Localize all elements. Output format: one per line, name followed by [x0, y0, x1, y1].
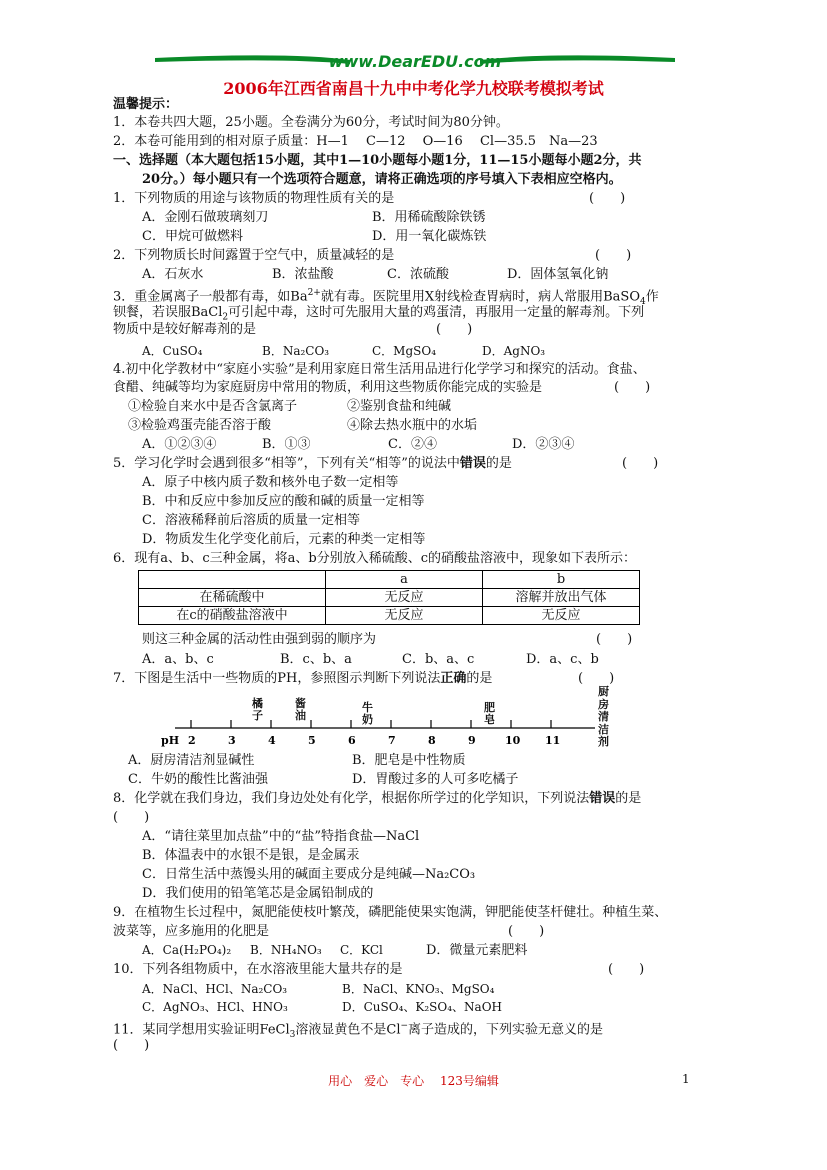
q5-option-c: C．溶液稀释前后溶质的质量一定相等 — [142, 513, 360, 528]
q8-option-c: C．日常生活中蒸馒头用的碱面主要成分是纯碱—Na₂CO₃ — [142, 867, 476, 882]
q6-option-c: C．b、a、c — [402, 652, 475, 667]
table-cell: 无反应 — [326, 589, 483, 607]
q10-option-d: D．CuSO₄、K₂SO₄、NaOH — [342, 1000, 503, 1014]
ph-tick-label: 9 — [468, 734, 476, 747]
q6-option-a: A．a、b、c — [142, 652, 214, 667]
notice-line-1: 1．本卷共四大题，25小题。全卷满分为60分，考试时间为80分钟。 — [113, 115, 509, 130]
q4-option-c: C．②④ — [388, 437, 437, 452]
q7-option-b: B．肥皂是中性物质 — [352, 753, 466, 768]
q9-option-a: A．Ca(H₂PO₄)₂ — [142, 943, 232, 957]
ph-label-orange-text: 橘子 — [252, 697, 263, 722]
q6-option-d: D．a、c、b — [526, 652, 599, 667]
page-footer: 用心 爱心 专心 123号编辑 — [328, 1074, 499, 1088]
q5-answer-paren: ( ) — [622, 456, 659, 471]
q1-option-d: D．用一氧化碳炼铁 — [372, 229, 487, 244]
q2-stem: 2．下列物质长时间露置于空气中，质量减轻的是 — [113, 248, 395, 263]
table-row — [139, 571, 640, 589]
table-cell: b — [483, 571, 640, 589]
ph-label-soy-text: 酱油 — [295, 697, 306, 722]
q8-option-b: B．体温表中的水银不是银，是金属汞 — [142, 848, 360, 863]
q6-followup: 则这三种金属的活动性由强到弱的顺序为 — [142, 632, 377, 647]
q3-stem-line-2: 钡餐，若误服BaCl$_2$可引起中毒，这时可先服用大量的鸡蛋清，再服用一定量的解毒剂。下列 — [113, 305, 645, 323]
q6-answer-paren: ( ) — [596, 632, 633, 647]
q2-answer-paren: ( ) — [595, 248, 632, 263]
q8-stem: 8．化学就在我们身边，我们身边处处有化学，根据你所学过的化学知识，下列说法错误的是 — [113, 791, 642, 806]
q3-stem-line-3: 物质中是较好解毒剂的是 — [113, 322, 257, 337]
q1-option-a: A．金刚石做玻璃刻刀 — [142, 210, 269, 225]
q9-option-b: B．NH₄NO₃ — [250, 943, 322, 957]
table-cell: 溶解并放出气体 — [483, 589, 640, 607]
ph-tick-label: 11 — [545, 734, 561, 747]
q1-option-c: C．甲烷可做燃料 — [142, 229, 243, 244]
ph-tick-label: 10 — [505, 734, 521, 747]
q9-stem-line-2: 波菜等，应多施用的化肥是 — [113, 924, 270, 939]
table-cell: 无反应 — [326, 607, 483, 625]
ph-label-milk-text: 牛奶 — [362, 701, 373, 726]
section-heading-line-1: 一、选择题（本大题包括15小题，其中1—10小题每小题1分，11—15小题每小题2分，共 — [113, 153, 642, 168]
q7-answer-paren: ( ) — [578, 671, 615, 686]
q9-option-d: D．微量元素肥料 — [426, 943, 528, 958]
q7-option-c: C．牛奶的酸性比酱油强 — [128, 772, 268, 787]
q9-stem-line-1: 9．在植物生长过程中，氮肥能使枝叶繁茂，磷肥能使果实饱满，钾肥能使茎杆健壮。种植生菜、 — [113, 905, 668, 920]
q5-option-b: B．中和反应中参加反应的酸和碱的质量一定相等 — [142, 494, 425, 509]
q4-option-b: B．①③ — [262, 437, 311, 452]
q10-option-a: A．NaCl、HCl、Na₂CO₃ — [142, 982, 288, 996]
q8-option-a: A．“请往菜里加点盐”中的“盐”特指食盐—NaCl — [142, 829, 420, 844]
q11-answer-paren: ( ) — [113, 1038, 150, 1053]
notice-heading: 温馨提示： — [113, 97, 179, 112]
q3-option-b: B．Na₂CO₃ — [262, 344, 330, 358]
q4-item-3: ③检验鸡蛋壳能否溶于酸 — [128, 418, 272, 433]
q7-stem: 7．下图是生活中一些物质的PH，参照图示判断下列说法正确的是 — [113, 671, 493, 686]
notice-line-2: 2．本卷可能用到的相对原子质量：H—1 C—12 O—16 Cl—35.5 Na—23 — [113, 134, 598, 149]
q4-item-2: ②鉴别食盐和纯碱 — [347, 399, 452, 414]
table-cell — [139, 571, 326, 589]
q7-option-a: A．厨房清洁剂显碱性 — [128, 753, 255, 768]
q4-stem-line-2: 食醋、纯碱等均为家庭厨房中常用的物质，利用这些物质你能完成的实验是 — [113, 380, 543, 395]
ph-label-cleaner-text: 厨房清洁剂 — [598, 685, 609, 748]
q2-option-b: B．浓盐酸 — [272, 267, 334, 282]
table-cell: 无反应 — [483, 607, 640, 625]
q2-option-d: D．固体氢氧化钠 — [507, 267, 609, 282]
q3-answer-paren: ( ) — [436, 322, 473, 337]
q3-stem-line-1: 3．重金属离子一般都有毒，如$Ba^{2+}$就有毒。医院里用X射线检查胃病时，病人常服用BaSO$_4$作 — [113, 288, 659, 307]
q6-option-b: B．c、b、a — [280, 652, 352, 667]
q3-option-a: A．CuSO₄ — [142, 344, 203, 358]
site-url: www.DearEDU.com — [328, 52, 502, 71]
q4-answer-paren: ( ) — [614, 380, 651, 395]
q2-option-c: C．浓硫酸 — [387, 267, 449, 282]
q6-table — [138, 570, 640, 625]
ph-tick-label: 2 — [188, 734, 196, 747]
ph-axis-label: pH — [161, 734, 180, 747]
q4-item-1: ①检验自来水中是否含氯离子 — [128, 399, 298, 414]
q10-option-b: B．NaCl、KNO₃、MgSO₄ — [342, 982, 495, 996]
q1-stem: 1．下列物质的用途与该物质的物理性质有关的是 — [113, 191, 395, 206]
ph-scale-diagram — [155, 686, 645, 756]
q5-stem: 5．学习化学时会遇到很多“相等”，下列有关“相等”的说法中错误的是 — [113, 456, 512, 471]
table-row — [139, 607, 640, 625]
q8-option-d: D．我们使用的铅笔笔芯是金属铅制成的 — [142, 886, 374, 901]
table-cell: a — [326, 571, 483, 589]
q1-answer-paren: ( ) — [589, 191, 626, 206]
section-heading-line-2: 20分。）每小题只有一个选项符合题意，请将正确选项的序号填入下表相应空格内。 — [142, 172, 622, 187]
ph-tick-label: 6 — [348, 734, 356, 747]
q4-option-a: A．①②③④ — [142, 437, 217, 452]
q8-answer-paren: ( ) — [113, 810, 150, 825]
ph-label-soap-text: 肥皂 — [484, 701, 495, 726]
q5-option-d: D．物质发生化学变化前后，元素的种类一定相等 — [142, 532, 426, 547]
q6-stem: 6．现有a、b、c三种金属，将a、b分别放入稀硫酸、c的硝酸盐溶液中，现象如下表所示： — [113, 551, 636, 566]
q5-option-a: A．原子中核内质子数和核外电子数一定相等 — [142, 475, 399, 490]
q4-stem-line-1: 4.初中化学教材中“家庭小实验”是利用家庭日常生活用品进行化学学习和探究的活动。食盐、 — [113, 362, 646, 377]
q3-option-d: D．AgNO₃ — [482, 344, 546, 358]
page-number: 1 — [682, 1072, 690, 1086]
q2-option-a: A．石灰水 — [142, 267, 204, 282]
ph-tick-label: 3 — [228, 734, 236, 747]
q10-answer-paren: ( ) — [608, 962, 645, 977]
q10-option-c: C．AgNO₃、HCl、HNO₃ — [142, 1000, 288, 1014]
q10-stem: 10．下列各组物质中，在水溶液里能大量共存的是 — [113, 962, 403, 977]
q3-option-c: C．MgSO₄ — [372, 344, 437, 358]
q4-item-4: ④除去热水瓶中的水垢 — [347, 418, 478, 433]
ph-tick-label: 5 — [308, 734, 316, 747]
ph-tick-label: 4 — [268, 734, 276, 747]
table-cell: 在稀硫酸中 — [139, 589, 326, 607]
q4-option-d: D．②③④ — [512, 437, 575, 452]
table-row — [139, 589, 640, 607]
q1-option-b: B．用稀硫酸除铁锈 — [372, 210, 486, 225]
ph-tick-label: 7 — [388, 734, 396, 747]
q9-option-c: C．KCl — [340, 943, 383, 957]
q11-stem: 11．某同学想用实验证明FeCl$_3$溶液显黄色不是Cl−离子造成的，下列实验无意义的是 — [113, 1021, 604, 1040]
table-cell: 在c的硝酸盐溶液中 — [139, 607, 326, 625]
page-title: 2006年江西省南昌十九中中考化学九校联考模拟考试 — [223, 79, 604, 98]
ph-tick-label: 8 — [428, 734, 436, 747]
q9-answer-paren: ( ) — [508, 924, 545, 939]
q7-option-d: D．胃酸过多的人可多吃橘子 — [352, 772, 519, 787]
